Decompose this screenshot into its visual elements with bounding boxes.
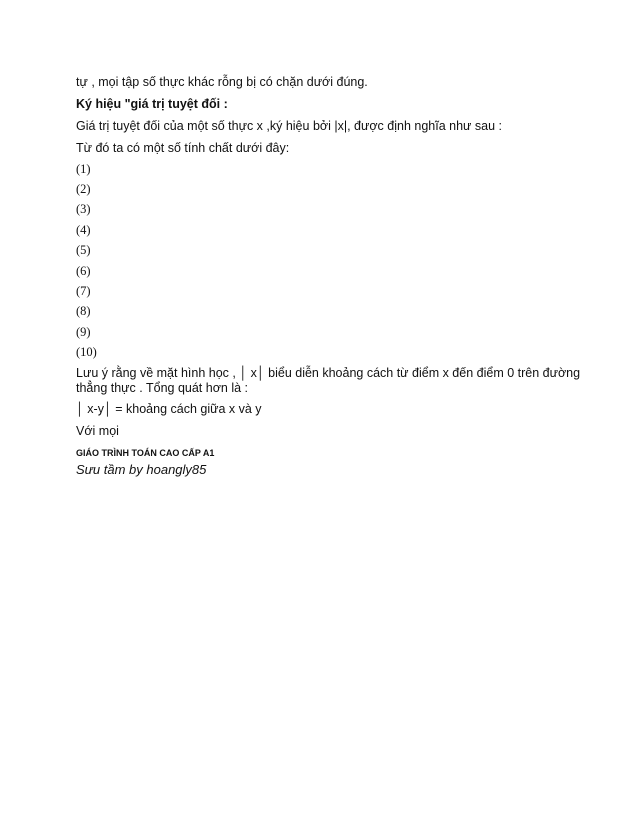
property-label: (9) [76,325,91,339]
heading-absolute-value: Ký hiệu "giá trị tuyệt đối : [76,97,228,111]
property-label: (5) [76,243,91,257]
property-label: (1) [76,162,91,176]
distance-definition: │ x-y│ = khoảng cách giữa x và y [76,402,262,416]
property-label: (4) [76,223,91,237]
property-label: (6) [76,264,91,278]
footer-title: GIÁO TRÌNH TOÁN CAO CẤP A1 [76,448,215,458]
paragraph-definition: Giá trị tuyệt đối của một số thực x ,ký hiệu bởi |x|, được định nghĩa như sau : [76,119,502,133]
note-line-2: thẳng thực . Tổng quát hơn là : [76,381,249,395]
property-label: (7) [76,284,91,298]
for-all-text: Với mọi [76,424,119,438]
property-label: (3) [76,202,91,216]
paragraph-properties-intro: Từ đó ta có một số tính chất dưới đây: [76,141,290,155]
footer-credit: Sưu tầm by hoangly85 [76,462,207,477]
property-label: (8) [76,304,91,318]
property-label: (10) [76,345,97,359]
note-line-1: Lưu ý rằng về mặt hình học , │ x│ biểu diễn khoảng cách từ điểm x đến điểm 0 trên đường [76,366,581,380]
property-label: (2) [76,182,91,196]
paragraph-intro: tự , mọi tập số thực khác rỗng bị có chặn dưới đúng. [76,75,368,89]
